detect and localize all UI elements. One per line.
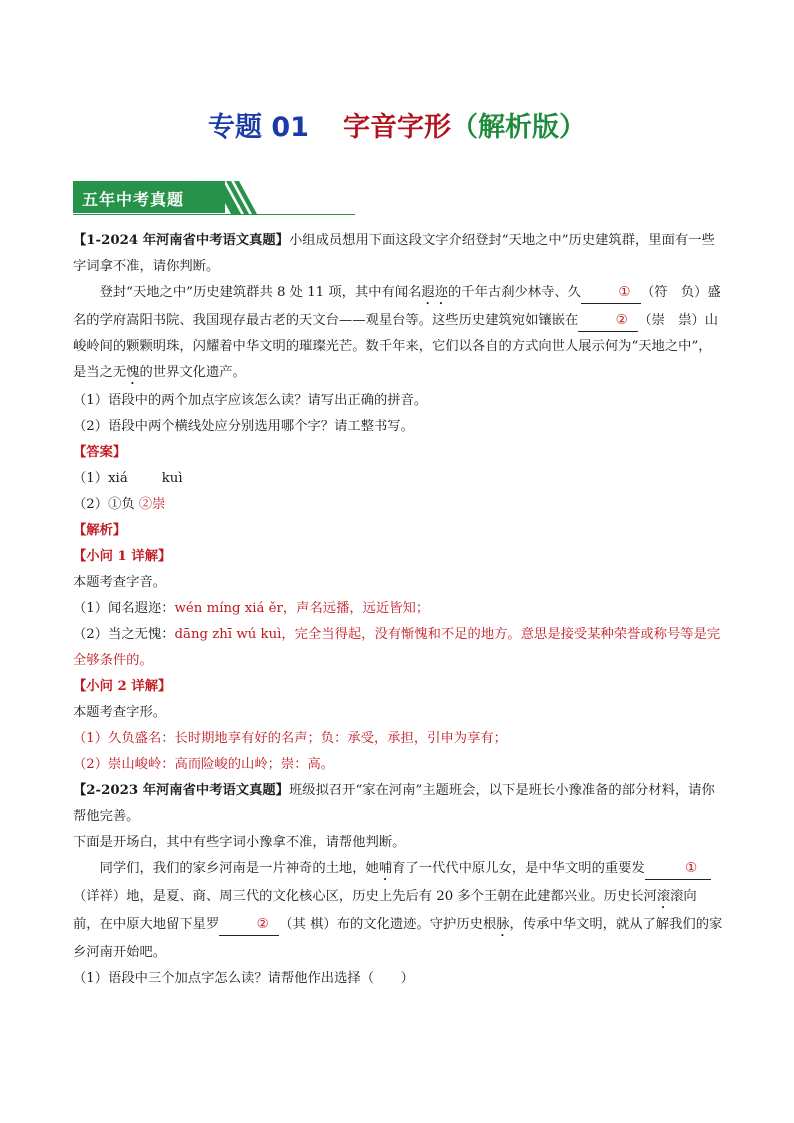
sub-question-1-intro: 本题考查字音。	[73, 575, 167, 590]
title-topic-name: 字音字形	[342, 112, 451, 143]
answer-label: （1）	[73, 471, 109, 486]
q1-source-tag: 【1-2024 年河南省中考语文真题】	[73, 233, 289, 248]
section-underline	[73, 214, 355, 215]
blank-options-1: （符 负）	[640, 285, 708, 300]
blank-options-2: （崇 祟）	[638, 313, 705, 328]
answer-pinyin-2: kuì	[161, 471, 183, 486]
fill-blank-1: ①	[645, 859, 711, 880]
term-label: （1）闻名遐迩：	[73, 601, 175, 616]
section-label-box	[73, 181, 225, 213]
q1-sub2: （2）语段中两个横线处应分别选用哪个字？请工整书写。	[73, 419, 414, 434]
sub-question-1-tag: 【小问 1 详解】	[73, 549, 172, 564]
section-label: 五年中考真题	[82, 190, 185, 209]
q2-intro	[73, 778, 723, 830]
dotted-char: 遐迩	[421, 285, 449, 300]
q2-sub1: （1）语段中三个加点字怎么读？请帮他作出选择（ ）	[73, 971, 414, 986]
section-header	[73, 181, 355, 215]
q1-passage	[73, 280, 723, 388]
sub-question-2-line-2: （2）崇山峻岭：高而险峻的山岭；崇：高。	[73, 757, 335, 772]
answer-tag: 【答案】	[73, 445, 127, 460]
term-label: （2）当之无愧：	[73, 627, 175, 642]
answer-pinyin-1: xiá	[108, 471, 128, 486]
dotted-char: 愧	[126, 365, 140, 380]
section-stripes-icon	[213, 181, 257, 214]
document-body	[73, 228, 723, 992]
q2-intro-text: 班级拟召开“家在河南”主题班会，以下是班长小豫准备的部分材料，请你帮他完善。	[73, 783, 715, 824]
answer-char-2: ②崇	[138, 497, 166, 512]
q2-lead: 下面是开场白，其中有些字词小豫拿不准，请帮他判断。	[73, 835, 406, 850]
answer-char-1: ①负	[108, 497, 135, 512]
blank-options-1: （详祥）	[73, 889, 127, 904]
dotted-char: 哺	[378, 861, 393, 876]
q2-source-tag: 【2-2023 年河南省中考语文真题】	[73, 783, 289, 798]
q1-intro	[73, 228, 723, 280]
q2-passage	[73, 856, 723, 966]
q2-passage-part: 布的文化遗迹。守护历史根	[336, 917, 497, 932]
blank-options-2: （其 棋）	[279, 917, 337, 932]
q1-sub1: （1）语段中的两个加点字应该怎么读？请写出正确的拼音。	[73, 393, 428, 408]
page-title	[0, 105, 794, 144]
dotted-char: 滚	[656, 889, 671, 904]
fill-blank-2: ②	[219, 915, 279, 936]
title-topic-number: 专题 01	[208, 112, 309, 143]
sub-question-2-line-1: （1）久负盛名：长时期地享有好的名声；负：承受，承担，引申为享有；	[73, 731, 507, 746]
sub-question-2-tag: 【小问 2 详解】	[73, 679, 172, 694]
q2-passage-part: 滚向前，在中原大地留下星罗	[73, 889, 697, 932]
answer-line-2	[73, 492, 723, 518]
dotted-char: 脉	[496, 917, 510, 932]
q1-passage-part: 山峻岭间的颗颗明珠，闪耀着中华文明的璀璨光芒。数千年来，它们以各自的方式向世人展示何为“天地之中”，是当之无	[73, 313, 719, 380]
sub-question-1-line-1	[73, 596, 723, 622]
q2-passage-part: ，传承中华文明，就从了解我们的家乡河南开始吧。	[73, 917, 723, 960]
answer-line-1	[73, 466, 723, 492]
q1-intro-text: 小组成员想用下面这段文字介绍登封“天地之中”历史建筑群，里面有一些字词拿不准，请你判断。	[73, 233, 715, 274]
q1-passage-part: 盛名的学府嵩阳书院、我国现存最古老的天文台——观星台等。这些历史建筑宛如镶嵌在	[73, 285, 721, 328]
term-explanation: wén míng xiá ěr，声名远播，远近皆知；	[174, 601, 430, 616]
q2-passage-part: 育了一代代中原儿女，是中华文明的重要发	[392, 861, 645, 876]
q1-passage-part: 的千年古刹少林寺、久	[448, 285, 581, 300]
q1-passage-part: 的世界文化遗产。	[139, 365, 246, 380]
term-explanation: dāng zhī wú kuì，完全当得起，没有惭愧和不足的地方。意思是接受某种荣誉或称号等是完全够条件的。	[73, 627, 721, 668]
fill-blank-1: ①	[581, 283, 641, 304]
analysis-tag: 【解析】	[73, 523, 127, 538]
answer-label: （2）	[73, 497, 109, 512]
title-edition: （解析版）	[450, 112, 586, 143]
sub-question-2-intro: 本题考查字形。	[73, 705, 167, 720]
q2-passage-part: 地，是夏、商、周三代的文化核心区，历史上先后有 20 多个王朝在此建都兴业。历史长河	[126, 889, 657, 904]
q2-passage-part: 同学们，我们的家乡河南是一片神奇的土地，她	[99, 861, 379, 876]
q1-passage-part: 登封“天地之中”历史建筑群共 8 处 11 项，其中有闻名	[99, 285, 422, 300]
fill-blank-2: ②	[578, 311, 638, 332]
sub-question-1-line-2	[73, 622, 723, 674]
